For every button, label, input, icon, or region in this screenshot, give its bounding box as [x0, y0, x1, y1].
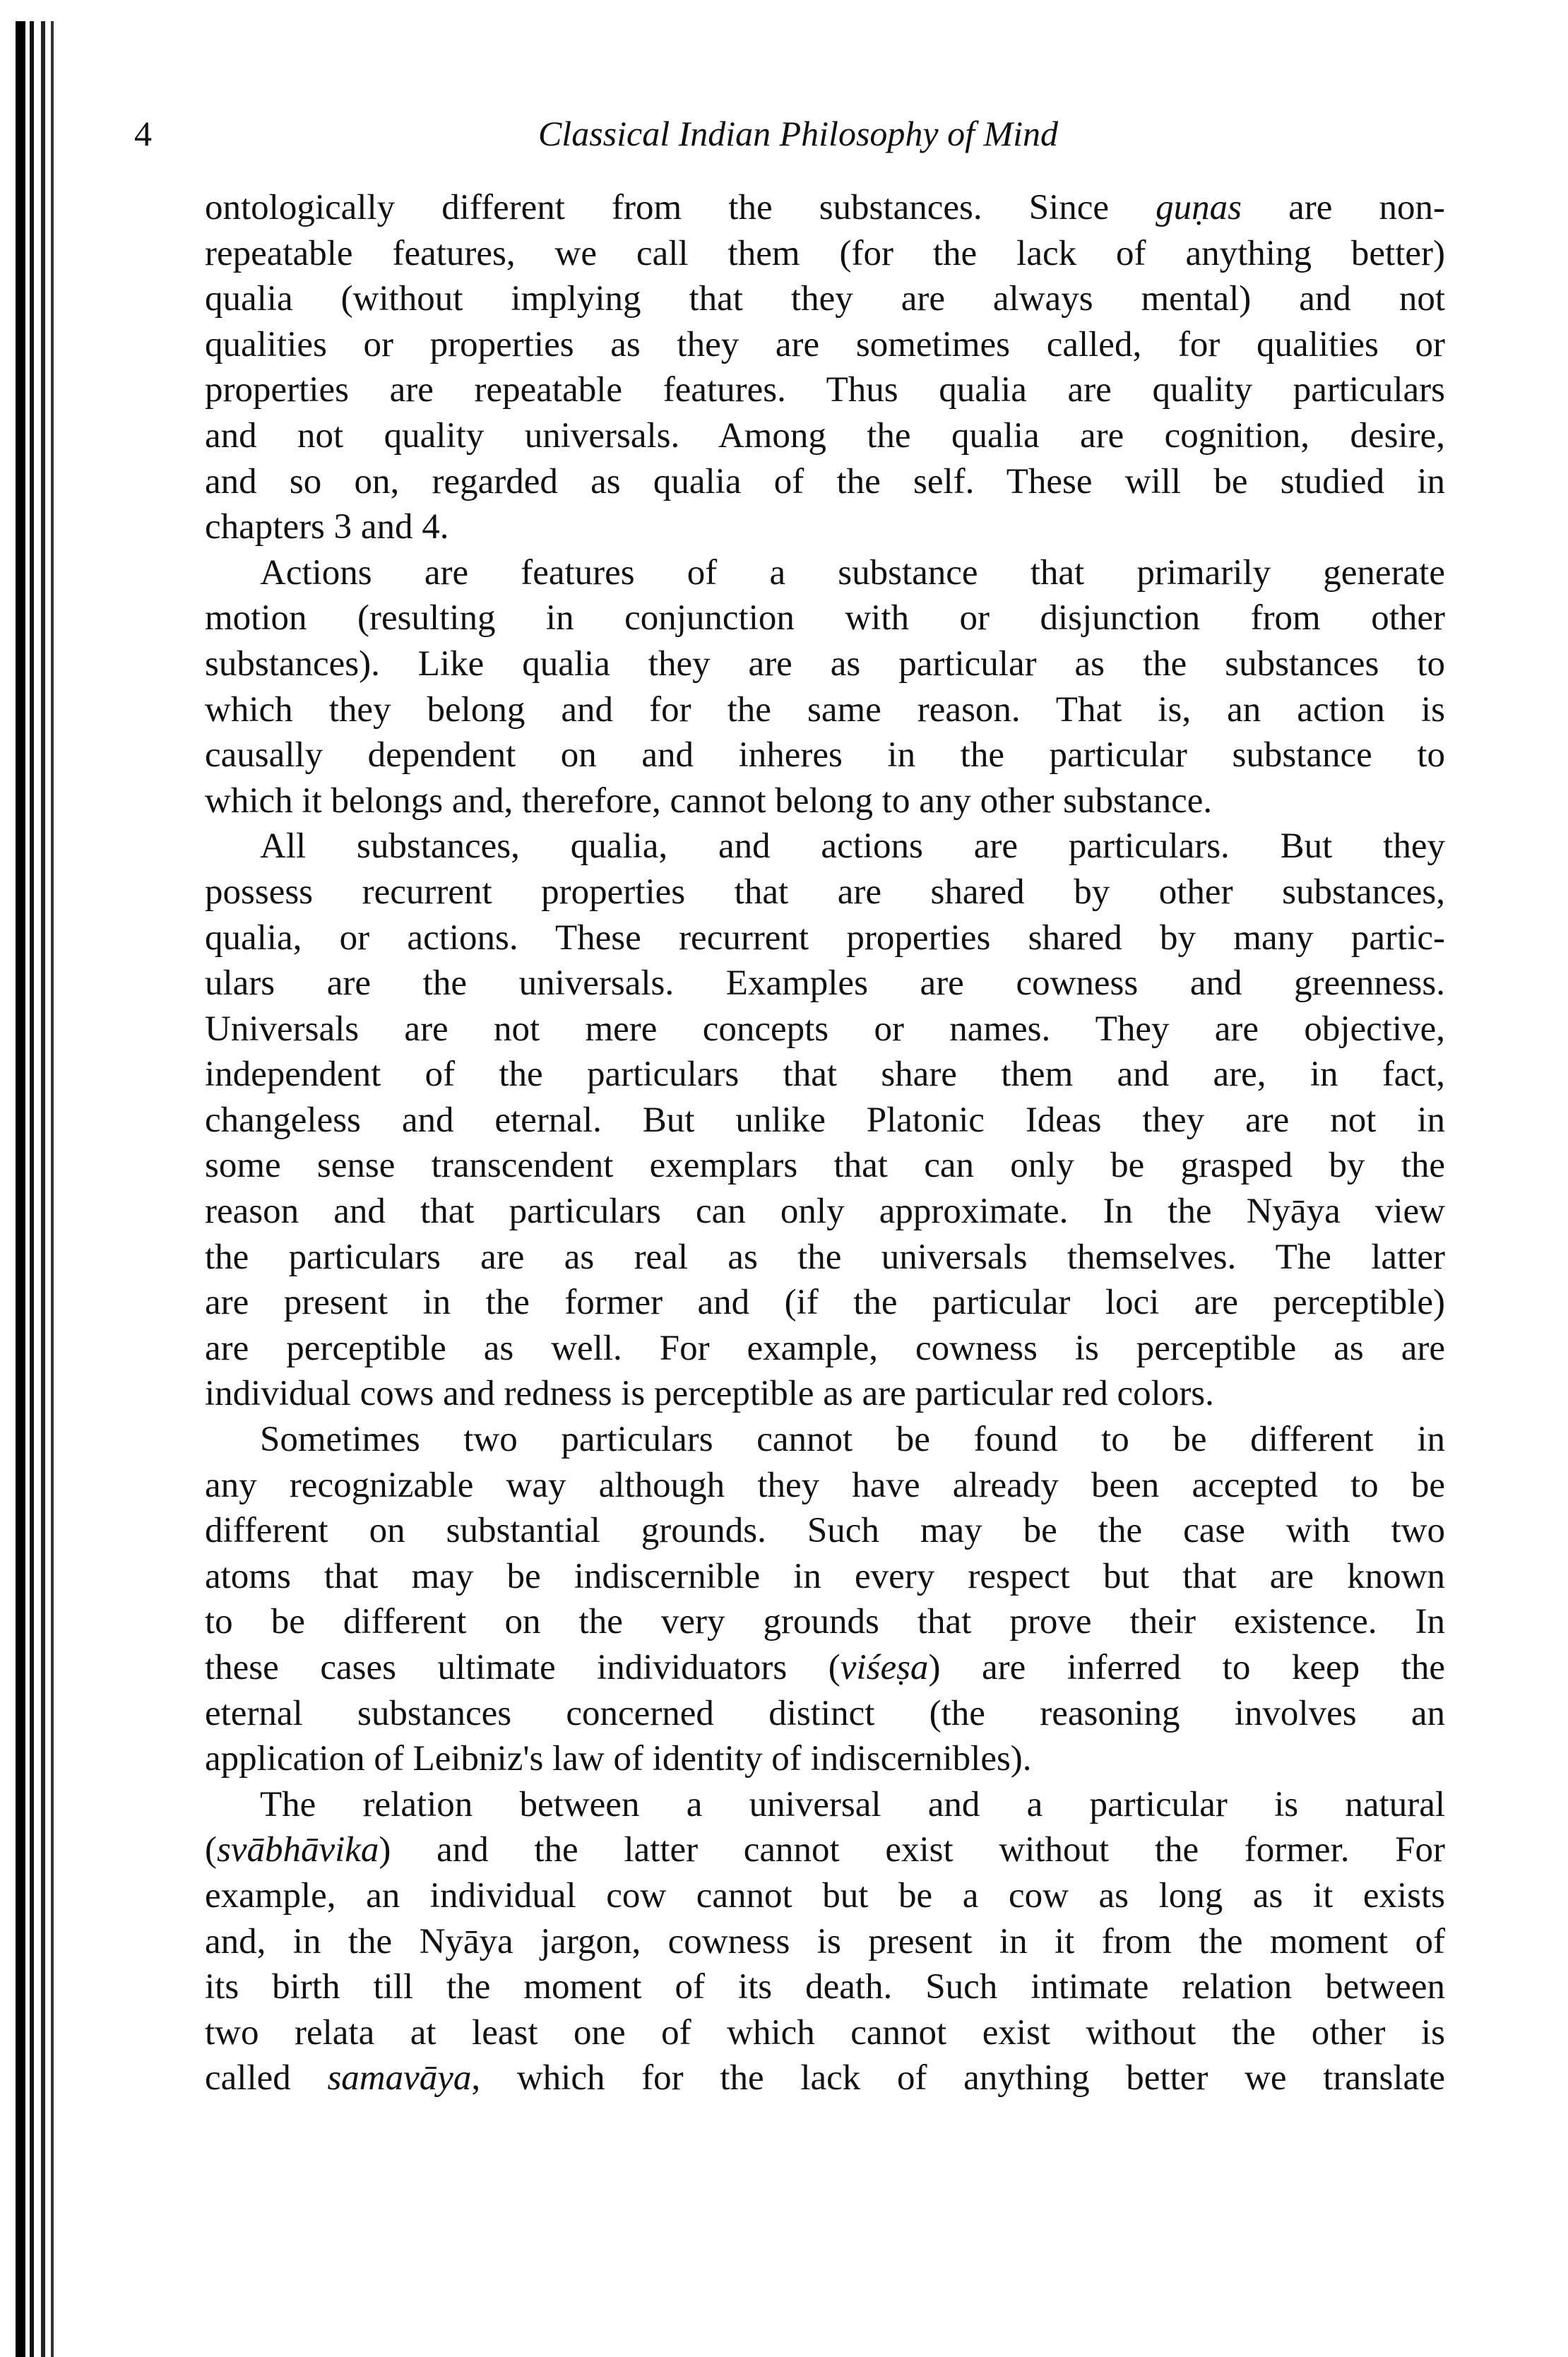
text-line: chapters 3 and 4.: [205, 507, 449, 547]
text-line: repeatable features, we call them (for the lack of anything better): [205, 233, 1445, 273]
text-line: are present in the former and (if the particular loci are perceptible): [205, 1283, 1445, 1323]
body-text: [205, 185, 1445, 2101]
text-line: its birth till the moment of its death. Such intimate relation between: [205, 1967, 1445, 2007]
text-line: qualia, or actions. These recurrent properties shared by many partic-: [205, 918, 1445, 958]
text-line: and not quality universals. Among the qualia are cognition, desire,: [205, 415, 1445, 456]
text-line: causally dependent on and inheres in the particular substance to: [205, 735, 1445, 776]
text-line: The relation between a universal and a particular is natural: [260, 1784, 1445, 1824]
text-line: ulars are the universals. Examples are cowness and greenness.: [205, 963, 1445, 1004]
text-line: ontologically different from the substances. Since guṇas are non-: [205, 188, 1445, 227]
text-line: and so on, regarded as qualia of the self. These will be studied in: [205, 461, 1445, 501]
sanskrit-term: guṇas: [1156, 188, 1242, 227]
book-binding-edge: [16, 21, 25, 1116]
text-line: the particulars are as real as the universals themselves. The latter: [205, 1237, 1445, 1277]
text-line: Actions are features of a substance that primarily generate: [260, 552, 1445, 593]
running-head-title: Classical Indian Philosophy of Mind: [537, 114, 1059, 153]
text-line: two relata at least one of which cannot exist without the other is: [205, 2012, 1445, 2053]
text-line: independent of the particulars that share them and are, in fact,: [205, 1055, 1445, 1095]
text-line: All substances, qualia, and actions are particulars. But they: [260, 826, 1445, 867]
text-line: these cases ultimate individuators (viśeṣa) are inferred to keep the: [205, 1648, 1445, 1687]
paragraph: [205, 185, 1445, 550]
text-line: reason and that particulars can only approximate. In the Nyāya view: [205, 1192, 1445, 1232]
text-line: motion (resulting in conjunction with or disjunction from other: [205, 598, 1445, 639]
paragraph: [205, 824, 1445, 1417]
text-line: qualia (without implying that they are always mental) and not: [205, 279, 1445, 319]
text-line: called samavāya, which for the lack of anything better we translate: [205, 2058, 1446, 2098]
text-line: atoms that may be indiscernible in every respect but that are known: [205, 1556, 1445, 1596]
text-line: individual cows and redness is perceptible as are particular red colors.: [205, 1374, 1214, 1414]
text-line: which it belongs and, therefore, cannot belong to any other substance.: [205, 780, 1213, 821]
paragraph: [205, 1417, 1445, 1782]
sanskrit-term: samavāya: [327, 2058, 472, 2098]
sanskrit-term: svābhāvika: [216, 1830, 379, 1870]
page-number: 4: [134, 114, 152, 153]
text-line: and, in the Nyāya jargon, cowness is present in it from the moment of: [205, 1921, 1445, 1961]
text-line: Sometimes two particulars cannot be found to be different in: [260, 1420, 1445, 1460]
text-line: (svābhāvika) and the latter cannot exist without the former. For: [205, 1830, 1445, 1870]
text-line: qualities or properties as they are sometimes called, for qualities or: [205, 324, 1445, 364]
text-line: changeless and eternal. But unlike Platonic Ideas they are not in: [205, 1100, 1445, 1140]
text-line: application of Leibniz's law of identity of indiscernibles).: [205, 1739, 1032, 1779]
text-line: any recognizable way although they have already been accepted to be: [205, 1465, 1445, 1505]
text-line: some sense transcendent exemplars that can only be grasped by the: [205, 1146, 1445, 1186]
paragraph: [205, 550, 1445, 824]
text-line: eternal substances concerned distinct (the reasoning involves an: [205, 1693, 1445, 1733]
text-line: example, an individual cow cannot but be a cow as long as it exists: [205, 1875, 1445, 1916]
text-line: substances). Like qualia they are as particular as the substances to: [205, 643, 1445, 684]
text-line: to be different on the very grounds that prove their existence. In: [205, 1602, 1445, 1642]
text-line: which they belong and for the same reason. That is, an action is: [205, 689, 1445, 730]
text-line: Universals are not mere concepts or names. They are objective,: [205, 1009, 1445, 1049]
running-head: [0, 113, 1568, 162]
sanskrit-term: viśeṣa: [840, 1648, 929, 1687]
text-line: properties are repeatable features. Thus qualia are quality particulars: [205, 370, 1445, 410]
paragraph: [205, 1782, 1445, 2101]
text-line: are perceptible as well. For example, cowness is perceptible as are: [205, 1328, 1445, 1368]
text-line: possess recurrent properties that are shared by other substances,: [205, 872, 1445, 912]
text-line: different on substantial grounds. Such may be the case with two: [205, 1511, 1445, 1551]
